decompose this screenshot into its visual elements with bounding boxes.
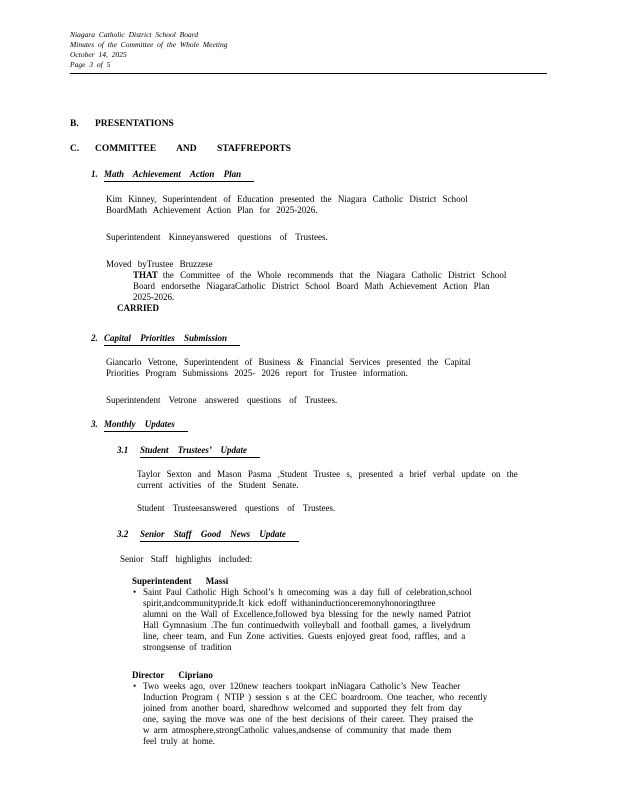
motion-body bbox=[133, 270, 547, 303]
text-line: Kim Kinney, Superintendent of Education presented the Niagara Catholic District School bbox=[106, 194, 468, 204]
text-line: alumni on the Wall of Excellence,followed bya blessing for the newly named Patriot bbox=[143, 609, 471, 619]
section-c-letter: C. bbox=[70, 144, 80, 154]
text-line: Page 3 of 5 bbox=[70, 60, 111, 69]
group-cipriano-heading: Director Cipriano bbox=[132, 670, 213, 680]
motion-carried-label: CARRIED bbox=[117, 303, 160, 313]
text-line: w arm atmosphere,strongCatholic values,andsense of community that made them bbox=[143, 725, 452, 735]
item2-heading bbox=[91, 333, 547, 346]
item3-title: Monthly Updates bbox=[104, 419, 188, 432]
text-line: spirit,andcommunitypride.It kick edoff withaninductionceremonyhonoringthree bbox=[143, 598, 436, 608]
text-line: Priorities Program Submissions 2025- 2026 report for Trustee information. bbox=[106, 368, 408, 378]
text-line: Induction Program ( NTIP ) session s at the CEC boardroom. One teacher, who recently bbox=[143, 692, 488, 702]
text-line: Saint Paul Catholic High School’s h omecoming was a day full of celebration,school bbox=[143, 587, 472, 597]
sub2-number: 3.2 bbox=[117, 529, 129, 539]
text-line: Two weeks ago, over 120new teachers tookpart inNiagara Catholic’s New Teacher bbox=[143, 681, 461, 691]
group-massi-bullet bbox=[132, 587, 547, 653]
text-line: Niagara Catholic District School Board bbox=[70, 30, 199, 39]
motion-moved-line: Moved byTrustee Bruzzese bbox=[106, 259, 213, 269]
item1-paragraph-1 bbox=[106, 194, 547, 216]
item1-number: 1. bbox=[91, 169, 98, 179]
text-line: feel truly at home. bbox=[143, 736, 215, 746]
motion-resolution-text: the Committee of the Whole recommends that the Niagara Catholic District School bbox=[162, 270, 507, 280]
motion-resolution-line bbox=[133, 270, 547, 281]
text-line: Student Trusteesanswered questions of Trustees. bbox=[137, 503, 336, 513]
item2-number: 2. bbox=[91, 333, 98, 343]
text-line: BoardMath Achievement Action Plan for 2025-2026. bbox=[106, 205, 318, 215]
motion-block bbox=[106, 259, 547, 314]
text-line: strongsense of tradition bbox=[143, 642, 232, 652]
text-line: Hall Gymnasium .The fun continuedwith volleyball and football games, a livelydrum bbox=[143, 620, 471, 630]
motion-bold-word: THAT bbox=[133, 270, 158, 280]
item2-paragraph-2 bbox=[106, 395, 547, 406]
sub1-title: Student Trustees’ Update bbox=[140, 445, 260, 458]
item3-number: 3. bbox=[91, 419, 98, 429]
sub1-number: 3.1 bbox=[117, 445, 129, 455]
item3-heading bbox=[91, 419, 547, 432]
item1-heading bbox=[91, 169, 547, 182]
text-line: 2025-2026. bbox=[133, 292, 175, 302]
sub2-intro-line: Senior Staff highlights included: bbox=[120, 554, 253, 564]
motion-resolution-rest bbox=[133, 281, 547, 303]
item2-title: Capital Priorities Submission bbox=[104, 333, 240, 346]
text-line: joined from another board, sharedhow welcomed and supported they felt from day bbox=[143, 703, 462, 713]
sub1-paragraph-2 bbox=[137, 503, 547, 514]
text-line: line, cheer team, and Fun Zone activities. Guests enjoyed great food, raffles, and a bbox=[143, 631, 466, 641]
header-rule bbox=[70, 73, 547, 74]
section-c-title: COMMITTEE AND STAFFREPORTS bbox=[95, 144, 291, 154]
sub2-heading bbox=[117, 529, 547, 542]
group-cipriano-bullet bbox=[132, 681, 547, 747]
group-cipriano-bullet-text bbox=[143, 681, 547, 747]
text-line: Board endorsethe NiagaraCatholic District School Board Math Achievement Action Plan bbox=[133, 281, 490, 291]
group-massi-heading: Superintendent Massi bbox=[132, 576, 229, 586]
text-line: Minutes of the Committee of the Whole Meeting bbox=[70, 40, 228, 49]
text-line: current activities of the Student Senate. bbox=[137, 480, 299, 490]
bullet-icon: • bbox=[133, 681, 137, 691]
item1-paragraph-2 bbox=[106, 232, 547, 243]
text-line: Taylor Sexton and Mason Pasma ,Student Trustee s, presented a brief verbal update on the bbox=[137, 469, 518, 479]
section-b-title: PRESENTATIONS bbox=[95, 119, 174, 129]
section-b-letter: B. bbox=[70, 119, 79, 129]
text-line: October 14, 2025 bbox=[70, 50, 127, 59]
section-c-heading bbox=[70, 144, 547, 155]
item2-paragraph-1 bbox=[106, 357, 547, 379]
sub1-paragraph-1 bbox=[137, 469, 547, 491]
sub1-heading bbox=[117, 445, 547, 458]
good-news-group-massi bbox=[132, 576, 547, 653]
bullet-icon: • bbox=[133, 587, 137, 597]
group-massi-bullet-text bbox=[143, 587, 547, 653]
good-news-group-cipriano bbox=[132, 670, 547, 747]
text-line: one, saying the move was one of the best decisions of their career. They praised the bbox=[143, 714, 473, 724]
document-header bbox=[70, 30, 547, 70]
sub2-title: Senior Staff Good News Update bbox=[140, 529, 299, 542]
text-line: Superintendent Kinneyanswered questions of Trustees. bbox=[106, 232, 328, 242]
text-line: Superintendent Vetrone answered questions of Trustees. bbox=[106, 395, 338, 405]
item1-title: Math Achievement Action Plan bbox=[104, 169, 254, 182]
text-line: Giancarlo Vetrone, Superintendent of Business & Financial Services presented the Capital bbox=[106, 357, 471, 367]
section-b-heading bbox=[70, 119, 547, 130]
